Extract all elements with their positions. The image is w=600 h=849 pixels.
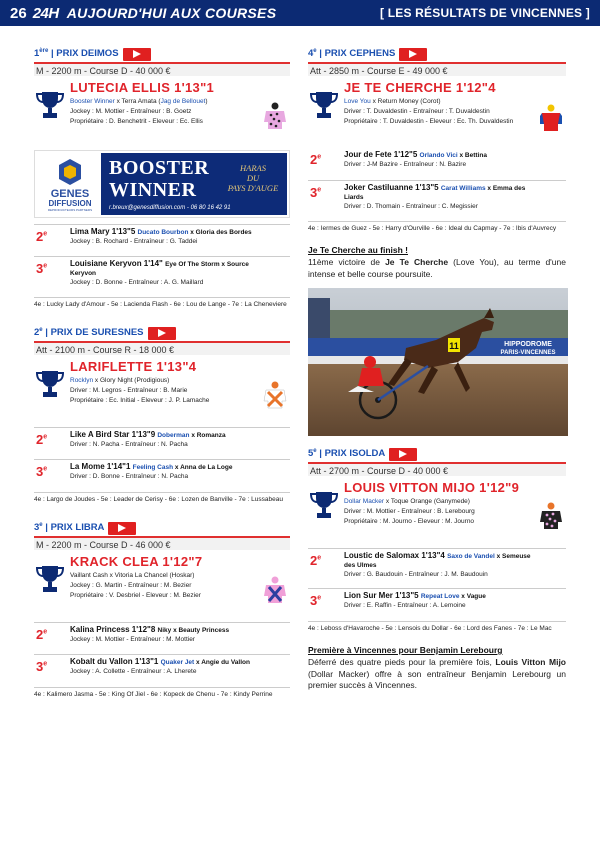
place-number: 2e	[310, 152, 322, 167]
second-place	[34, 622, 290, 652]
place-number: 3e	[36, 261, 48, 276]
second-place	[308, 548, 566, 586]
ad-title-line1: BOOSTER	[109, 157, 210, 179]
trophy-icon	[36, 369, 64, 399]
race-title: 2e | PRIX DE SURESNES	[34, 327, 144, 339]
other-finishers: 4e : Kalimero Jasma - 5e : King Of Jiel - 6e : Kopeck de Chenu - 7e : Kindy Perrine	[34, 687, 290, 699]
jockey-trainer: Driver : J-M Bazire - Entraîneur : N. Bazire	[344, 161, 467, 168]
winner-block	[34, 554, 290, 620]
third-place	[308, 180, 566, 218]
owner-breeder: Propriétaire : D. Benchetrit - Eleveur : Ec. Ellis	[70, 118, 203, 125]
owner-breeder: Propriétaire : Ec. Initial - Eleveur : J. P. Lamache	[70, 397, 210, 404]
pedigree: Vaillant Cash x Vitoria La Chancel (Hoskar)	[70, 572, 195, 579]
third-place	[34, 459, 290, 489]
jockey-silk-icon	[262, 381, 288, 409]
jockey-trainer: Driver : D. Thomain - Entraîneur : C. Megissier	[344, 203, 478, 210]
horse-name: Lima Mary 1'13"5 Ducato Bourbon x Gloria des Bordes	[70, 227, 252, 236]
owner-breeder: Propriétaire : M. Journo - Eleveur : M. Journo	[344, 518, 475, 525]
article-title: Première à Vincennes pour Benjamin Lerebourg	[308, 645, 503, 655]
video-play-button[interactable]	[123, 48, 151, 61]
winner-block	[34, 359, 290, 425]
svg-text:11: 11	[449, 341, 459, 351]
horse-name: Kalina Princess 1'12"8 Niky x Beauty Princess	[70, 625, 230, 634]
race-conditions: M - 2200 m - Course D - 46 000 €	[34, 536, 290, 550]
page-number: 26	[10, 4, 27, 22]
pedigree: Love You x Return Money (Corot)	[344, 98, 441, 105]
third-place	[34, 654, 290, 684]
section-title: [ LES RÉSULTATS DE VINCENNES ]	[379, 6, 590, 20]
horse-name-continued: Keryvon	[70, 270, 97, 277]
second-place	[34, 427, 290, 457]
race-header	[308, 46, 566, 62]
pedigree: Rocklyn x Glory Night (Prodigious)	[70, 377, 170, 384]
race-header	[34, 325, 290, 341]
publication-logo: 24H	[32, 4, 59, 22]
jockey-trainer: Driver : N. Pacha - Entraîneur : N. Pacha	[70, 441, 188, 448]
winner-name: LARIFLETTE 1'13"4	[70, 359, 197, 374]
horse-name-continued: Liards	[344, 194, 364, 201]
horse-name: Lion Sur Mer 1'13"5 Repeat Love x Vague	[344, 591, 486, 600]
article-body: Déferré des quatre pieds pour la première fois, Louis Vitton Mijo (Dollar Macker) offre à son entraîneur Benjamin Lerebourg un premier succès à Vincennes.	[308, 657, 566, 690]
race-2	[34, 325, 290, 504]
place-number: 2e	[36, 627, 48, 642]
svg-text:HIPPODROME: HIPPODROME	[504, 341, 552, 348]
place-number: 2e	[310, 553, 322, 568]
genes-diffusion-logo	[39, 155, 101, 213]
jockey-silk-icon	[538, 104, 564, 132]
horse-name: La Mome 1'14"1 Feeling Cash x Anna de La Loge	[70, 462, 233, 471]
winner-name: JE TE CHERCHE 1'12"4	[344, 80, 496, 95]
winner-block	[308, 80, 566, 146]
winner-block	[34, 80, 290, 146]
other-finishers: 4e : Iermes de Guez - 5e : Harry d'Ourville - 6e : Ideal du Capmay - 7e : Ibis d'Auvrecy	[308, 221, 566, 233]
ad-haras: HARAS DU PAYS D'AUGE	[227, 163, 279, 193]
jockey-trainer: Jockey : M. Mottier - Entraîneur : M. Mottier	[70, 636, 195, 643]
svg-text:PARIS-VINCENNES: PARIS-VINCENNES	[500, 350, 556, 356]
svg-text:DIFFUSION: DIFFUSION	[48, 199, 92, 208]
article-title: Je Te Cherche au finish !	[308, 245, 408, 255]
place-number: 3e	[36, 464, 48, 479]
video-play-button[interactable]	[148, 327, 176, 340]
winner-name: KRACK CLEA 1'12"7	[70, 554, 203, 569]
jockey-trainer: Driver : T. Duvaldestin - Entraîneur : T. Duvaldestin	[344, 108, 490, 115]
race-photo	[308, 288, 568, 436]
jockey-trainer: Driver : M. Legros - Entraîneur : B. Marie	[70, 387, 188, 394]
jockey-trainer: Driver : E. Raffin - Entraîneur : A. Lemoine	[344, 602, 466, 609]
race-conditions: Att - 2100 m - Course R - 18 000 €	[34, 341, 290, 355]
trophy-icon	[36, 90, 64, 120]
race-title: 4e | PRIX CEPHENS	[308, 48, 396, 60]
race-1	[34, 46, 290, 309]
race-5	[308, 446, 566, 633]
second-place	[34, 224, 290, 254]
video-play-button[interactable]	[389, 448, 417, 461]
jockey-trainer: Jockey : A. Collette - Entraîneur : A. Lherete	[70, 668, 197, 675]
ad-contact: r.breux@genesdiffusion.com - 06 80 16 42 91	[109, 205, 231, 211]
pedigree: Booster Winner x Terra Amata (Jag de Bellouet)	[70, 98, 208, 105]
horse-name: Kobalt du Vallon 1'13"1 Quaker Jet x Angie du Vallon	[70, 657, 250, 666]
page-header	[0, 0, 600, 26]
trotting-race-image	[308, 288, 568, 436]
right-column	[308, 46, 566, 692]
race-title: 1ère | PRIX DEIMOS	[34, 48, 119, 60]
trophy-icon	[310, 90, 338, 120]
place-number: 3e	[36, 659, 48, 674]
article-body: 11ème victoire de Je Te Cherche (Love You), au terme d'une intense et belle course poursuite.	[308, 257, 566, 279]
place-number: 3e	[310, 593, 322, 608]
article-je-te-cherche	[308, 245, 566, 280]
second-place	[308, 148, 566, 178]
winner-name: LOUIS VITTON MIJO 1'12"9	[344, 480, 520, 495]
race-conditions: Att - 2850 m - Course E - 49 000 €	[308, 62, 566, 76]
horse-name-continued: des Ulmes	[344, 562, 377, 569]
horse-name: Like A Bird Star 1'13"9 Doberman x Romanza	[70, 430, 226, 439]
trophy-icon	[36, 564, 64, 594]
horse-name: Joker Castiluanne 1'13"5 Carat Williams x Emma des	[344, 183, 526, 192]
other-finishers: 4e : Leboss d'Havaroche - 5e : Lensois du Dollar - 6e : Lord des Fanes - 7e : Le Mac	[308, 621, 566, 633]
jockey-trainer: Jockey : D. Bonne - Entraîneur : A. G. Maillard	[70, 279, 204, 286]
other-finishers: 4e : Largo de Joudes - 5e : Leader de Cerisy - 6e : Lozen de Banville - 7e : Lussabeau	[34, 492, 290, 504]
jockey-trainer: Jockey : M. Mottier - Entraîneur : B. Goetz	[70, 108, 192, 115]
jockey-trainer: Driver : M. Mottier - Entraîneur : B. Lerebourg	[344, 508, 475, 515]
race-header	[34, 46, 290, 62]
race-title: 5e | PRIX ISOLDA	[308, 448, 386, 460]
third-place	[34, 256, 290, 294]
owner-breeder: Propriétaire : T. Duvaldestin - Eleveur : Ec. Th. Duvaldestin	[344, 118, 514, 125]
jockey-trainer: Jockey : G. Martin - Entraîneur : M. Bezier	[70, 582, 192, 589]
jockey-silk-icon	[262, 576, 288, 604]
jockey-silk-icon	[262, 102, 288, 130]
jockey-silk-icon	[538, 502, 564, 530]
video-play-button[interactable]	[108, 522, 136, 535]
place-number: 3e	[310, 185, 322, 200]
pedigree: Dollar Macker x Toque Orange (Ganymede)	[344, 498, 470, 505]
horse-name: Louisiane Keryvon 1'14" Eye Of The Storm x Source	[70, 259, 249, 268]
race-header	[308, 446, 566, 462]
jockey-trainer: Driver : G. Baudouin - Entraîneur : J. M. Baudouin	[344, 571, 488, 578]
race-conditions: M - 2200 m - Course D - 40 000 €	[34, 62, 290, 76]
left-column	[34, 46, 290, 709]
horse-name: Loustic de Salomax 1'13"4 Saxo de Vandel x Semeuse	[344, 551, 531, 560]
trophy-icon	[310, 490, 338, 520]
winner-block	[308, 480, 566, 546]
place-number: 2e	[36, 229, 48, 244]
header-title: AUJOURD'HUI AUX COURSES	[66, 5, 277, 21]
ad-panel	[101, 153, 287, 215]
race-conditions: Att - 2700 m - Course D - 40 000 €	[308, 462, 566, 476]
race-title: 3e | PRIX LIBRA	[34, 522, 105, 534]
winner-name: LUTECIA ELLIS 1'13"1	[70, 80, 215, 95]
race-header	[34, 520, 290, 536]
jockey-trainer: Driver : D. Bonne - Entraîneur : N. Pacha	[70, 473, 189, 480]
third-place	[308, 588, 566, 618]
video-play-button[interactable]	[399, 48, 427, 61]
race-3	[34, 520, 290, 699]
article-louis-vitton-mijo	[308, 645, 566, 692]
ad-title-line2: WINNER	[109, 179, 197, 201]
owner-breeder: Propriétaire : V. Desbriel - Eleveur : M. Bezier	[70, 592, 201, 599]
advertisement-banner[interactable]	[34, 150, 290, 218]
horse-name: Jour de Fete 1'12"5 Orlando Vici x Bettina	[344, 150, 487, 159]
jockey-trainer: Jockey : B. Rochard - Entraîneur : G. Taddei	[70, 238, 198, 245]
other-finishers: 4e : Lucky Lady d'Amour - 5e : Lacienda Flash - 6e : Lou de Lange - 7e : La Cheneviere	[34, 297, 290, 309]
svg-text:GENES: GENES	[50, 188, 90, 200]
svg-text:REPRODUCTEURS PARTNERS: REPRODUCTEURS PARTNERS	[47, 208, 93, 212]
place-number: 2e	[36, 432, 48, 447]
race-4	[308, 46, 566, 233]
